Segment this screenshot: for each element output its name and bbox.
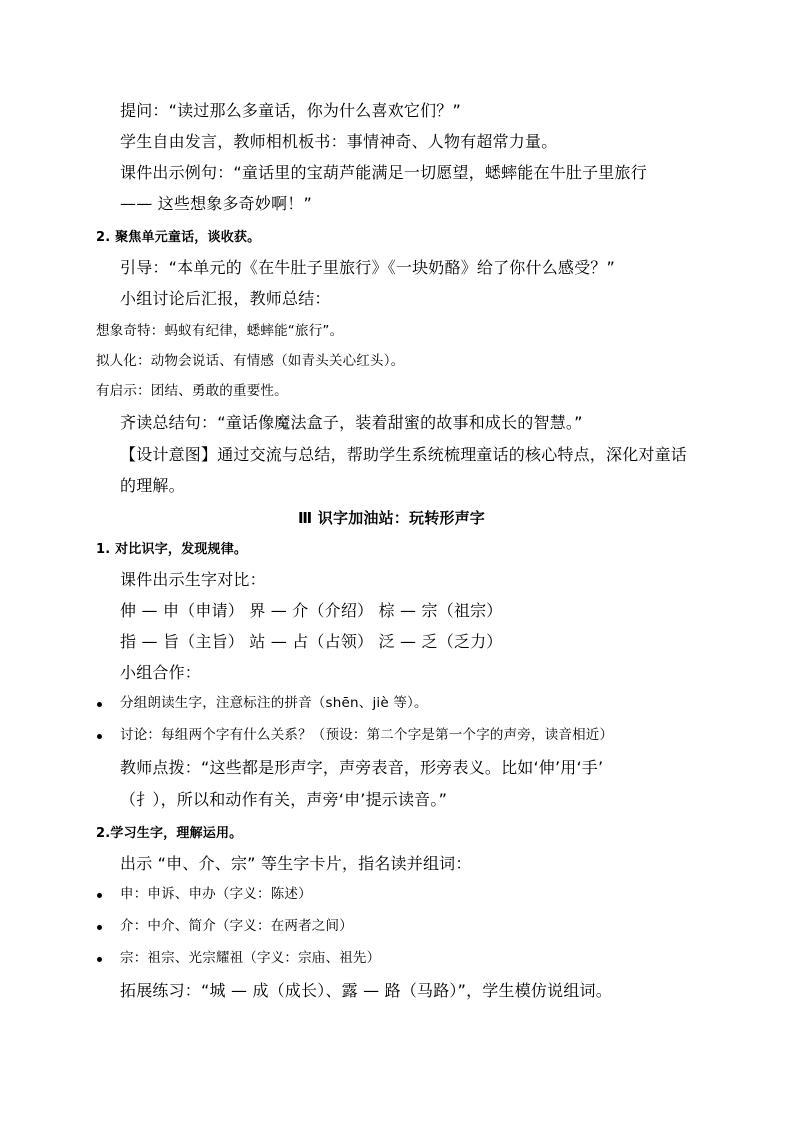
question-line: 提问：“读过那么多童话，你为什么喜欢它们？” (120, 101, 461, 120)
example-sentence-continued: —— 这些想象多奇妙啊！” (120, 194, 312, 213)
section-title: Ⅲ 识字加油站：玩转形声字 (298, 509, 486, 527)
bullet-icon (97, 957, 102, 962)
teacher-guide-line-2: （扌），所以和动作有关，声旁‘申’提示读音。” (120, 790, 448, 809)
character-bullet-jie: 介：中介、简介（字义：在两者之间） (120, 918, 353, 934)
character-comparison-row-1: 伸 — 申（申请） 界 — 介（介绍） 棕 — 宗（祖宗） (120, 601, 503, 620)
character-bullet-zong: 宗：祖宗、光宗耀祖（字义：宗庙、祖先） (120, 950, 381, 966)
example-sentence-line: 课件出示例句：“童话里的宝葫芦能满足一切愿望，蟋蟀能在牛肚子里旅行 (120, 163, 647, 182)
heading-focus-unit: 2. 聚焦单元童话，谈收获。 (96, 230, 261, 245)
summary-point-personification: 拟人化：动物会说话、有情感（如青头关心红头）。 (96, 353, 405, 369)
bullet-icon (97, 925, 102, 930)
bullet-icon (97, 702, 102, 707)
group-summary-intro: 小组讨论后汇报，教师总结： (120, 289, 331, 308)
group-work-label: 小组合作： (120, 663, 202, 682)
student-response-line: 学生自由发言，教师相机板书：事情神奇、人物有超常力量。 (120, 132, 558, 151)
summary-point-inspiration: 有启示：团结、勇敢的重要性。 (96, 383, 288, 399)
chant-summary-line: 齐读总结句：“童话像魔法盒子，装着甜蜜的故事和成长的智慧。” (120, 413, 583, 432)
character-cards-intro: 出示 “申、介、宗” 等生字卡片，指名读并组词： (120, 854, 472, 873)
heading-compare-characters: 1. 对比识字，发现规律。 (96, 542, 248, 557)
bullet-icon (97, 893, 102, 898)
guide-line: 引导：“本单元的《在牛肚子里旅行》《一块奶酪》给了你什么感受？” (120, 258, 615, 277)
teacher-guide-line-1: 教师点拨：“这些都是形声字，声旁表音，形旁表义。比如‘伸’用‘手’ (120, 758, 604, 777)
character-comparison-row-2: 指 — 旨（主旨） 站 — 占（占领） 泛 — 乏（乏力） (120, 632, 503, 651)
bullet-icon (97, 734, 102, 739)
group-work-bullet-discussion: 讨论：每组两个字有什么关系？（预设：第二个字是第一个字的声旁，读音相近） (120, 727, 614, 743)
heading-learn-characters: 2.学习生字，理解运用。 (96, 826, 243, 841)
characters-intro: 课件出示生字对比： (120, 570, 266, 589)
character-bullet-shen: 申：申诉、申办（字义：陈述） (120, 886, 312, 902)
design-intent-line-2: 的理解。 (120, 476, 185, 495)
extension-exercise-line: 拓展练习：“城 — 成（成长）、露 — 路（马路）”，学生模仿说组词。 (120, 981, 612, 1000)
design-intent-line-1: 【设计意图】通过交流与总结，帮助学生系统梳理童话的核心特点，深化对童话 (120, 445, 688, 464)
summary-point-imagination: 想象奇特：蚂蚁有纪律，蟋蟀能“旅行”。 (96, 323, 344, 339)
group-work-bullet-reading: 分组朗读生字，注意标注的拼音（shēn、jiè 等）。 (120, 695, 428, 711)
